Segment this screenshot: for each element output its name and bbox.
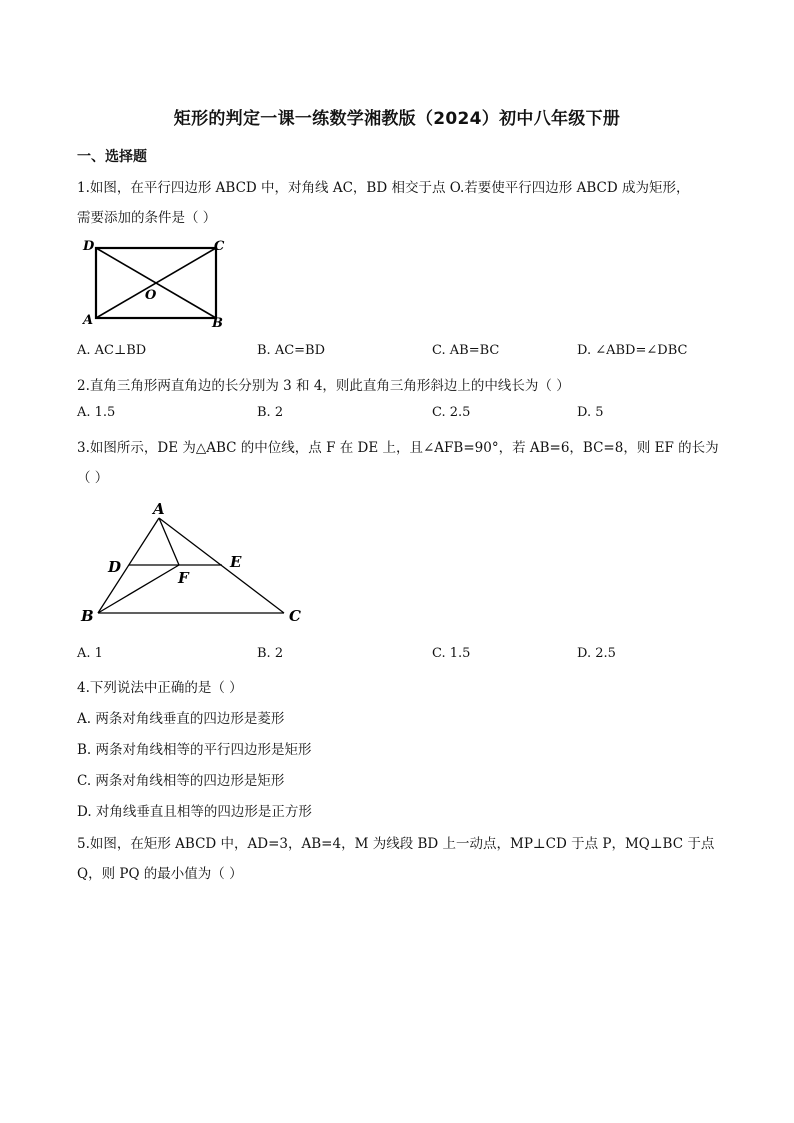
question-3-option-c: C. 1.5 (432, 646, 471, 661)
label-d: D (83, 239, 95, 254)
question-1-option-b: B. AC=BD (257, 343, 326, 358)
label-o: O (145, 288, 157, 303)
question-3-option-a: A. 1 (77, 646, 103, 661)
label-c: C (289, 607, 301, 625)
question-5-text-line-1: 5.如图，在矩形 ABCD 中，AD=3，AB=4，M 为线段 BD 上一动点，MP⊥CD 于点 P，MQ⊥BC 于点 (77, 836, 715, 852)
question-4-option-c: C. 两条对角线相等的四边形是矩形 (77, 773, 285, 789)
question-2-text-line-1: 2.直角三角形两直角边的长分别为 3 和 4，则此直角三角形斜边上的中线长为（ ） (77, 378, 570, 394)
question-1-text-line-2: 需要添加的条件是（ ） (77, 210, 217, 226)
question-3-option-d: D. 2.5 (577, 646, 616, 661)
question-1-option-c: C. AB=BC (432, 343, 500, 358)
question-1-option-d: D. ∠ABD=∠DBC (577, 343, 688, 358)
question-2-option-b: B. 2 (257, 405, 284, 420)
question-2-option-d: D. 5 (577, 405, 604, 420)
question-1-option-a: A. AC⊥BD (77, 343, 147, 358)
label-a: A (153, 500, 165, 518)
label-f: F (178, 569, 189, 587)
question-5-text-line-2: Q，则 PQ 的最小值为（ ） (77, 866, 243, 882)
label-e: E (230, 553, 242, 571)
question-3-text-line-1: 3.如图所示，DE 为△ABC 的中位线，点 F 在 DE 上，且∠AFB=90°，若 AB=6，BC=8，则 EF 的长为 (77, 440, 719, 456)
section-heading: 一、选择题 (77, 149, 147, 165)
question-3-option-b: B. 2 (257, 646, 284, 661)
question-4-option-a: A. 两条对角线垂直的四边形是菱形 (77, 711, 285, 727)
label-b: B (81, 607, 94, 625)
question-4-text-line-1: 4.下列说法中正确的是（ ） (77, 680, 243, 696)
question-1-figure (80, 236, 230, 330)
label-b: B (212, 316, 223, 330)
label-a: A (83, 313, 94, 328)
label-c: C (214, 239, 225, 254)
question-2-option-a: A. 1.5 (77, 405, 116, 420)
question-4-option-d: D. 对角线垂直且相等的四边形是正方形 (77, 804, 312, 820)
question-3-figure (76, 496, 312, 630)
question-2-option-c: C. 2.5 (432, 405, 471, 420)
document-title: 矩形的判定一课一练数学湘教版（2024）初中八年级下册 (173, 109, 621, 129)
question-4-option-b: B. 两条对角线相等的平行四边形是矩形 (77, 742, 312, 758)
question-1-text-line-1: 1.如图，在平行四边形 ABCD 中，对角线 AC，BD 相交于点 O.若要使平行四边形 ABCD 成为矩形， (77, 180, 690, 196)
label-d: D (108, 558, 122, 576)
question-3-text-line-2: （ ） (77, 470, 109, 486)
